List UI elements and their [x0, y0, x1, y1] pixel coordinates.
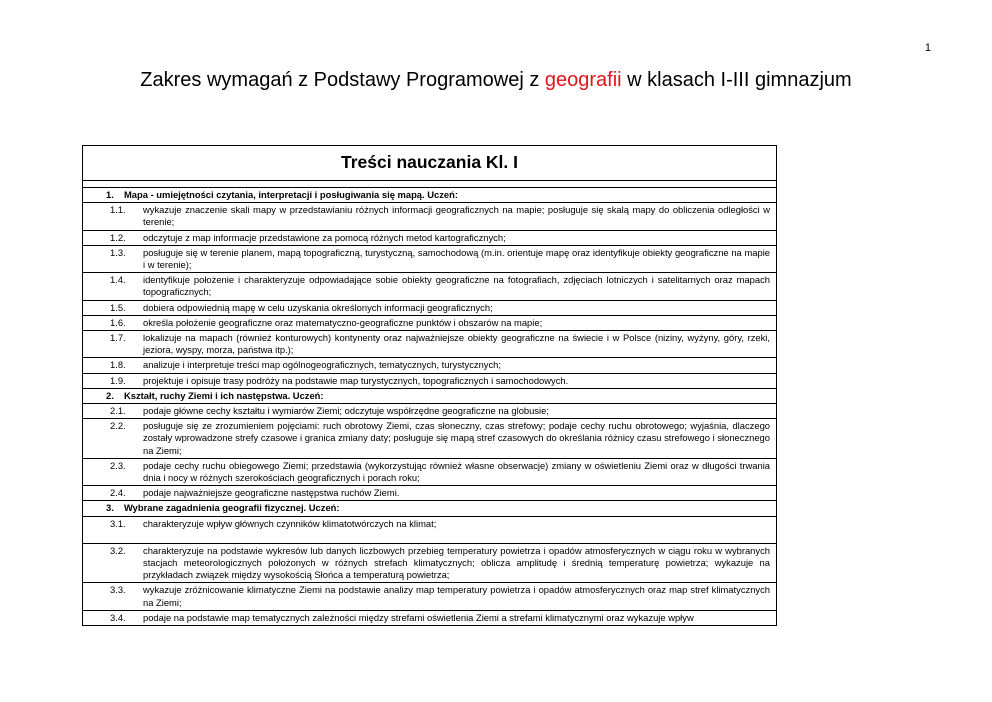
table-row	[83, 358, 776, 373]
item-text: identyfikuje położenie i charakteryzuje odpowiadające sobie obiekty geograficzne na fotografiach, zdjęciach lotniczych i satelitarnych oraz mapach topograficznych;	[143, 274, 770, 298]
table-row	[83, 544, 776, 584]
item-text: podaje na podstawie map tematycznych zależności między strefami oświetlenia Ziemi a strefami klimatycznymi oraz wykazuje wpływ	[143, 611, 694, 623]
section-label: Kształt, ruchy Ziemi i ich następstwa. Uczeń:	[124, 389, 324, 401]
page-title	[0, 69, 992, 92]
item-number: 1.5.	[110, 301, 126, 313]
table-row	[83, 583, 776, 610]
item-number: 1.8.	[110, 359, 126, 371]
title-after: w klasach I-III gimnazjum	[621, 69, 852, 91]
section-header	[83, 188, 776, 203]
item-number: 2.3.	[110, 459, 126, 471]
item-number: 3.3.	[110, 584, 126, 596]
item-text: dobiera odpowiednią mapę w celu uzyskania określonych informacji geograficznych;	[143, 301, 493, 313]
item-text: odczytuje z map informacje przedstawione za pomocą różnych metod kartograficznych;	[143, 231, 506, 243]
table-row	[83, 246, 776, 273]
item-text: lokalizuje na mapach (również konturowych) kontynenty oraz najważniejsze obiekty geograficzne na świecie i w Polsce (niziny, wyżyny, góry, rzeki, jeziora, wyspy, morza, państwa itp.);	[143, 332, 770, 356]
table-row	[83, 459, 776, 486]
section-label: Mapa - umiejętności czytania, interpretacji i posługiwania się mapą. Uczeń:	[124, 189, 458, 200]
section-number: 3.	[106, 502, 114, 514]
item-number: 2.1.	[110, 405, 126, 417]
table-row	[83, 231, 776, 246]
table-row	[83, 316, 776, 331]
table-spacer-row	[83, 181, 776, 188]
item-number: 1.3.	[110, 246, 126, 258]
table-heading: Treści nauczania Kl. I	[83, 146, 776, 181]
section-number: 2.	[106, 389, 114, 401]
table-row	[83, 273, 776, 300]
table-row	[83, 486, 776, 501]
table-row	[83, 301, 776, 316]
item-number: 2.2.	[110, 420, 126, 432]
item-number: 2.4.	[110, 487, 126, 499]
item-text: podaje cechy ruchu obiegowego Ziemi; przedstawia (wykorzystując również własne obserwacje) zmiany w oświetleniu Ziemi oraz w długości trwania dnia i nocy w różnych szerokościach geograficznych i porach roku;	[143, 459, 770, 484]
item-text: wykazuje zróżnicowanie klimatyczne Ziemi na podstawie analizy map temperatury powietrza i opadów atmosferycznych oraz map stref klimatycznych na Ziemi;	[143, 584, 770, 608]
section-header	[83, 501, 776, 516]
item-number: 1.7.	[110, 332, 126, 344]
item-text: analizuje i interpretuje treści map ogólnogeograficznych, tematycznych, turystycznych;	[143, 359, 501, 371]
title-highlight: geografii	[544, 69, 622, 91]
item-text: wykazuje znaczenie skali mapy w przedstawianiu różnych informacji geograficznych na mapie; posługuje się skalą mapy do obliczenia odległości w terenie;	[143, 204, 770, 228]
table-row	[83, 611, 776, 625]
table-row	[83, 419, 776, 459]
table-row	[83, 404, 776, 419]
table-row	[83, 331, 776, 358]
section-label: Wybrane zagadnienia geografii fizycznej. Uczeń:	[124, 502, 340, 514]
table-row	[83, 517, 776, 544]
table-row	[83, 374, 776, 389]
page-number: 1	[924, 42, 931, 54]
title-before: Zakres wymagań z Podstawy Programowej z	[140, 69, 545, 91]
item-number: 1.2.	[110, 231, 126, 243]
item-text: charakteryzuje wpływ głównych czynników klimatotwórczych na klimat;	[143, 517, 437, 529]
section-header	[83, 389, 776, 404]
item-number: 1.6.	[110, 316, 126, 328]
item-number: 3.4.	[110, 611, 126, 623]
item-text: podaje najważniejsze geograficzne następstwa ruchów Ziemi.	[143, 487, 400, 499]
item-text: podaje główne cechy kształtu i wymiarów Ziemi; odczytuje współrzędne geograficzne na globusie;	[143, 405, 549, 417]
item-number: 1.9.	[110, 374, 126, 386]
curriculum-table	[82, 145, 777, 626]
item-number: 1.4.	[110, 274, 126, 286]
table-row	[83, 203, 776, 230]
item-number: 3.1.	[110, 517, 126, 529]
item-text: projektuje i opisuje trasy podróży na podstawie map turystycznych, topograficznych i samochodowych.	[143, 374, 569, 386]
item-text: posługuje się ze zrozumieniem pojęciami: ruch obrotowy Ziemi, czas słoneczny, czas strefowy; podaje cechy ruchu obrotowego; wyjaśnia, dlaczego zostały wprowadzone strefy czasowe i granica zmiany daty; posługuje się mapą stref czasowych do określania różnicy czasu strefowego i słonecznego na Ziemi;	[143, 420, 770, 456]
item-text: charakteryzuje na podstawie wykresów lub danych liczbowych przebieg temperatury powietrza i opadów atmosferycznych w ciągu roku w wybranych stacjach meteorologicznych położonych w różnych strefach klimatycznych; oblicza amplitudę i średnią temperaturę powietrza; wykazuje na przykładach związek między wysokością Słońca a temperaturą powietrza;	[143, 544, 770, 581]
item-text: posługuje się w terenie planem, mapą topograficzną, turystyczną, samochodową (m.in. orientuje mapę oraz identyfikuje obiekty geograficzne na mapie i w terenie);	[143, 246, 770, 271]
section-number: 1.	[106, 189, 114, 200]
item-text: określa położenie geograficzne oraz matematyczno-geograficzne punktów i obszarów na mapie;	[143, 316, 543, 328]
item-number: 1.1.	[110, 204, 126, 216]
item-number: 3.2.	[110, 544, 126, 556]
